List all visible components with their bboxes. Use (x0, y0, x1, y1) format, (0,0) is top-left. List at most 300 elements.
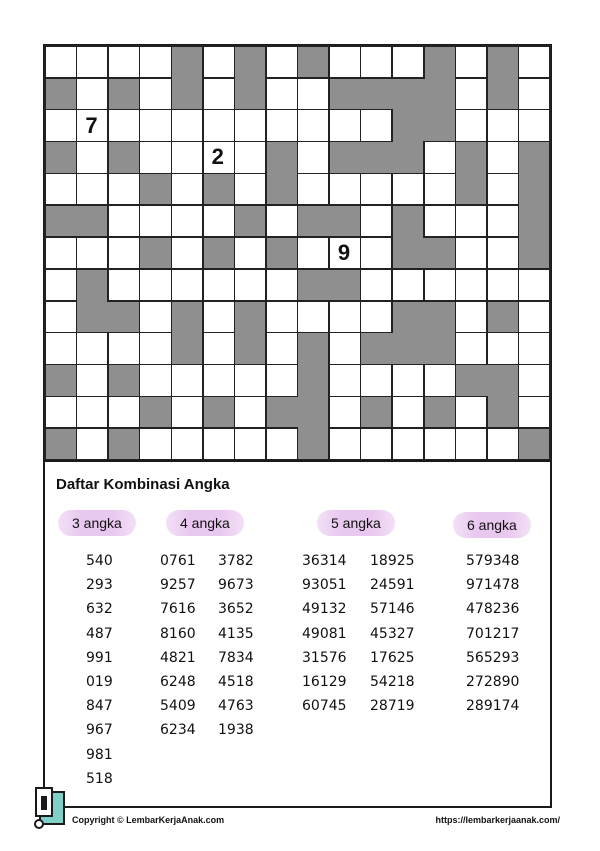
grid-line (360, 396, 362, 429)
grid-line (423, 268, 456, 270)
grid-cell-shaded (392, 142, 424, 174)
number-entry: 971478 (466, 577, 520, 594)
number-list-6-digit (466, 549, 519, 718)
grid-cell[interactable] (140, 205, 172, 237)
lembar-kerja-anak-logo (32, 784, 70, 830)
grid-line (423, 45, 425, 78)
grid-line (518, 109, 520, 142)
grid-cell[interactable] (455, 46, 487, 78)
grid-line (44, 77, 46, 110)
grid-cell-shaded (424, 396, 456, 428)
grid-line (265, 332, 298, 334)
clue-number: 2 (211, 144, 224, 170)
grid-cell[interactable] (140, 46, 172, 78)
grid-cell[interactable] (487, 428, 519, 460)
grid-cell[interactable] (424, 269, 456, 301)
grid-line (171, 364, 173, 397)
grid-cell-shaded (108, 78, 140, 110)
grid-cell[interactable] (203, 428, 235, 460)
grid-line (171, 300, 204, 302)
grid-line (486, 427, 488, 460)
grid-cell-shaded (424, 110, 456, 142)
grid-line (360, 427, 393, 429)
grid-line (44, 332, 77, 334)
grid-cell[interactable] (108, 173, 140, 205)
grid-line (139, 204, 172, 206)
grid-cell[interactable] (203, 205, 235, 237)
grid-line (139, 141, 141, 174)
grid-line (171, 141, 204, 143)
grid-line (76, 236, 78, 269)
grid-line (518, 45, 551, 47)
grid-cell[interactable] (455, 428, 487, 460)
grid-line (328, 109, 330, 142)
grid-cell[interactable] (455, 333, 487, 365)
grid-cell[interactable] (140, 110, 172, 142)
grid-line (234, 396, 267, 398)
grid-line (297, 268, 299, 301)
grid-cell[interactable] (266, 205, 298, 237)
grid-line (297, 427, 299, 460)
grid-line (518, 427, 551, 429)
grid-cell[interactable] (392, 173, 424, 205)
grid-cell[interactable] (518, 333, 550, 365)
grid-cell[interactable] (518, 301, 550, 333)
grid-line (265, 109, 267, 142)
group-label-4-digit: 4 angka (166, 510, 244, 536)
grid-line (328, 77, 361, 79)
grid-cell-shaded (424, 301, 456, 333)
number-entry: 4135 (218, 625, 254, 642)
grid-cell[interactable] (140, 142, 172, 174)
grid-cell[interactable] (234, 237, 266, 269)
grid-cell[interactable] (171, 428, 203, 460)
grid-cell[interactable] (392, 46, 424, 78)
grid-line (486, 45, 488, 78)
grid-cell[interactable] (108, 269, 140, 301)
grid-cell-shaded (108, 301, 140, 333)
grid-cell-shaded (266, 173, 298, 205)
grid-cell[interactable] (424, 428, 456, 460)
grid-cell[interactable] (455, 301, 487, 333)
grid-line (297, 141, 330, 143)
grid-cell[interactable] (77, 142, 109, 174)
grid-line (549, 141, 551, 174)
grid-line (455, 364, 457, 397)
grid-cell[interactable] (234, 142, 266, 174)
grid-cell-shaded (361, 142, 393, 174)
grid-cell[interactable] (329, 333, 361, 365)
grid-line (202, 77, 204, 110)
grid-line (107, 77, 140, 79)
grid-line (328, 236, 330, 269)
grid-line (234, 427, 267, 429)
grid-cell[interactable] (266, 333, 298, 365)
grid-line (171, 300, 173, 333)
clue-number: 7 (85, 112, 98, 138)
grid-line (44, 364, 77, 366)
grid-cell[interactable] (361, 237, 393, 269)
grid-cell[interactable] (140, 333, 172, 365)
grid-line (171, 236, 204, 238)
grid-line (423, 173, 456, 175)
crossnumber-grid (45, 46, 550, 460)
grid-cell[interactable] (487, 205, 519, 237)
grid-line (76, 427, 78, 460)
grid-cell[interactable] (392, 269, 424, 301)
grid-line (44, 427, 46, 460)
grid-cell[interactable] (45, 269, 77, 301)
grid-line (202, 204, 235, 206)
grid-line (234, 204, 267, 206)
grid-cell[interactable] (77, 428, 109, 460)
grid-line (297, 109, 299, 142)
grid-cell-shaded (234, 46, 266, 78)
grid-line (391, 204, 393, 237)
grid-line (107, 204, 140, 206)
grid-line (139, 173, 141, 206)
grid-cell[interactable] (266, 110, 298, 142)
grid-cell[interactable] (487, 142, 519, 174)
grid-line (486, 141, 519, 143)
grid-cell[interactable] (392, 396, 424, 428)
grid-cell[interactable] (77, 237, 109, 269)
grid-cell[interactable] (329, 301, 361, 333)
grid-cell[interactable] (298, 237, 330, 269)
grid-cell[interactable] (455, 78, 487, 110)
grid-line (391, 364, 393, 397)
section-divider (45, 460, 550, 462)
grid-cell[interactable] (455, 237, 487, 269)
grid-cell[interactable] (518, 78, 550, 110)
grid-line (518, 300, 551, 302)
grid-cell[interactable] (77, 46, 109, 78)
grid-cell[interactable] (171, 396, 203, 428)
grid-line (107, 109, 109, 142)
number-entry: 54218 (370, 673, 415, 690)
grid-cell[interactable] (234, 364, 266, 396)
grid-line (139, 300, 172, 302)
grid-cell-shaded (298, 364, 330, 396)
grid-line (549, 396, 551, 429)
grid-line (486, 332, 519, 334)
grid-cell[interactable] (108, 205, 140, 237)
grid-line (107, 396, 140, 398)
grid-line (44, 268, 77, 270)
grid-cell[interactable] (77, 78, 109, 110)
grid-cell[interactable] (45, 301, 77, 333)
grid-cell[interactable] (77, 173, 109, 205)
grid-cell[interactable] (487, 173, 519, 205)
grid-line (44, 300, 77, 302)
grid-line (455, 396, 457, 429)
grid-line (139, 427, 172, 429)
grid-line (234, 364, 236, 397)
grid-line (171, 427, 204, 429)
grid-cell[interactable] (424, 173, 456, 205)
number-entry: 579348 (466, 553, 520, 569)
grid-cell[interactable] (455, 110, 487, 142)
grid-cell[interactable] (140, 269, 172, 301)
grid-line (171, 268, 204, 270)
grid-line (549, 300, 551, 333)
number-entry: 5409 (160, 698, 196, 715)
grid-cell[interactable] (203, 364, 235, 396)
grid-cell[interactable] (266, 364, 298, 396)
grid-cell[interactable] (329, 396, 361, 428)
grid-line (423, 236, 456, 238)
grid-cell[interactable] (298, 301, 330, 333)
grid-line (518, 141, 551, 143)
grid-line (391, 268, 424, 270)
grid-line (76, 332, 109, 334)
number-entry: 7616 (160, 601, 196, 618)
grid-cell[interactable] (140, 78, 172, 110)
grid-line (265, 77, 298, 79)
grid-line (44, 45, 46, 78)
grid-line (202, 332, 204, 365)
grid-cell-shaded (392, 110, 424, 142)
grid-line (360, 332, 362, 365)
grid-cell[interactable] (266, 78, 298, 110)
grid-cell[interactable] (108, 46, 140, 78)
grid-cell[interactable] (266, 46, 298, 78)
grid-line (234, 141, 267, 143)
grid-line (107, 236, 140, 238)
grid-line (107, 268, 109, 301)
grid-cell[interactable] (266, 301, 298, 333)
grid-cell[interactable] (77, 396, 109, 428)
grid-cell[interactable] (518, 364, 550, 396)
number-entry: 31576 (302, 649, 347, 666)
grid-line (549, 364, 551, 397)
grid-line (297, 109, 330, 111)
grid-cell[interactable] (518, 269, 550, 301)
grid-line (265, 141, 267, 174)
grid-cell[interactable] (361, 205, 393, 237)
grid-line (139, 300, 141, 333)
grid-cell-shaded (171, 46, 203, 78)
grid-cell-shaded (298, 269, 330, 301)
grid-line (76, 332, 78, 365)
grid-cell-shaded (298, 205, 330, 237)
grid-cell[interactable] (329, 428, 361, 460)
grid-cell[interactable] (392, 428, 424, 460)
grid-cell[interactable] (108, 396, 140, 428)
grid-cell[interactable] (45, 46, 77, 78)
grid-line (518, 77, 551, 79)
grid-line (423, 427, 425, 460)
grid-line (107, 141, 109, 174)
grid-cell-shaded (203, 396, 235, 428)
grid-cell[interactable] (140, 428, 172, 460)
group-label-6-digit: 6 angka (453, 512, 531, 538)
grid-line (76, 77, 78, 110)
grid-line (391, 427, 424, 429)
grid-line (391, 173, 424, 175)
grid-line (486, 204, 488, 237)
grid-cell[interactable] (329, 46, 361, 78)
grid-line (549, 173, 551, 206)
grid-line (297, 268, 330, 270)
grid-cell[interactable] (266, 428, 298, 460)
grid-cell[interactable] (203, 269, 235, 301)
grid-cell-shaded (203, 173, 235, 205)
grid-cell[interactable] (45, 173, 77, 205)
grid-cell[interactable] (455, 269, 487, 301)
grid-cell[interactable] (329, 110, 361, 142)
grid-line (171, 396, 204, 398)
grid-cell[interactable] (361, 269, 393, 301)
grid-cell[interactable] (487, 237, 519, 269)
grid-line (171, 236, 173, 269)
grid-cell[interactable] (234, 269, 266, 301)
grid-line (486, 45, 519, 47)
grid-line (265, 204, 298, 206)
grid-cell[interactable] (77, 364, 109, 396)
grid-cell[interactable] (203, 78, 235, 110)
grid-line (455, 268, 488, 270)
grid-cell[interactable] (171, 142, 203, 174)
grid-line (76, 236, 109, 238)
grid-line (297, 77, 330, 79)
grid-line (360, 300, 393, 302)
grid-line (297, 300, 330, 302)
grid-line (76, 45, 78, 78)
grid-line (297, 332, 330, 334)
grid-cell[interactable] (361, 173, 393, 205)
grid-cell[interactable] (518, 396, 550, 428)
grid-cell-shaded (171, 301, 203, 333)
grid-line (486, 173, 488, 206)
grid-cell[interactable] (361, 428, 393, 460)
grid-cell[interactable] (108, 333, 140, 365)
grid-line (360, 109, 393, 111)
grid-line (486, 236, 488, 269)
grid-cell[interactable] (455, 396, 487, 428)
grid-cell[interactable] (171, 205, 203, 237)
grid-line (76, 45, 109, 47)
grid-cell[interactable] (518, 46, 550, 78)
number-entry: 293 (86, 577, 113, 594)
grid-cell[interactable] (171, 110, 203, 142)
grid-cell[interactable] (234, 110, 266, 142)
grid-cell[interactable] (234, 428, 266, 460)
grid-cell[interactable] (140, 364, 172, 396)
grid-line (202, 332, 235, 334)
grid-cell[interactable] (361, 364, 393, 396)
grid-line (202, 45, 204, 78)
grid-cell[interactable] (424, 364, 456, 396)
grid-cell[interactable] (203, 46, 235, 78)
grid-line (423, 141, 456, 143)
grid-cell[interactable] (203, 333, 235, 365)
number-entry: 289174 (466, 698, 520, 715)
grid-line (391, 364, 424, 366)
grid-line (107, 77, 109, 110)
grid-line (455, 332, 457, 365)
grid-cell-shaded (392, 301, 424, 333)
grid-line (202, 268, 204, 301)
grid-cell[interactable] (487, 333, 519, 365)
grid-cell[interactable] (424, 142, 456, 174)
grid-cell[interactable] (298, 110, 330, 142)
grid-line (44, 109, 77, 111)
grid-cell[interactable] (45, 396, 77, 428)
grid-cell[interactable] (45, 237, 77, 269)
grid-cell[interactable] (298, 78, 330, 110)
grid-cell[interactable] (108, 110, 140, 142)
grid-line (202, 427, 204, 460)
grid-line (171, 109, 204, 111)
grid-cell[interactable] (329, 173, 361, 205)
grid-line (265, 45, 267, 78)
grid-cell[interactable] (455, 205, 487, 237)
grid-cell-shaded (77, 269, 109, 301)
grid-line (518, 300, 520, 333)
grid-cell[interactable] (171, 237, 203, 269)
grid-cell-shaded (266, 142, 298, 174)
grid-cell[interactable] (424, 205, 456, 237)
grid-cell[interactable] (171, 364, 203, 396)
grid-cell[interactable] (171, 269, 203, 301)
grid-line (328, 396, 361, 398)
grid-cell[interactable] (361, 46, 393, 78)
grid-line (107, 236, 109, 269)
grid-cell[interactable] (234, 396, 266, 428)
grid-cell[interactable] (45, 110, 77, 142)
grid-line (171, 427, 173, 460)
grid-line (139, 396, 141, 429)
grid-line (171, 77, 173, 110)
grid-cell[interactable] (203, 110, 235, 142)
grid-cell[interactable] (329, 364, 361, 396)
grid-cell[interactable] (487, 110, 519, 142)
grid-line (549, 332, 551, 365)
grid-line (139, 45, 141, 78)
grid-cell[interactable] (234, 173, 266, 205)
grid-line (107, 141, 140, 143)
grid-line (549, 427, 551, 460)
grid-line (202, 236, 235, 238)
grid-cell[interactable] (171, 173, 203, 205)
copyright-text: Copyright © LembarKerjaAnak.com (72, 815, 225, 825)
grid-cell[interactable] (203, 301, 235, 333)
grid-line (202, 45, 235, 47)
grid-cell[interactable] (518, 110, 550, 142)
grid-line (297, 173, 299, 206)
grid-cell[interactable] (45, 333, 77, 365)
grid-cell[interactable] (140, 301, 172, 333)
grid-cell[interactable] (361, 301, 393, 333)
grid-cell[interactable] (298, 173, 330, 205)
grid-cell-shaded (203, 237, 235, 269)
number-entry: 49081 (302, 625, 347, 642)
grid-cell[interactable] (392, 364, 424, 396)
grid-line (44, 45, 77, 47)
grid-line (391, 300, 393, 333)
grid-cell[interactable] (77, 333, 109, 365)
number-entry: 3652 (218, 601, 254, 618)
grid-line (328, 364, 361, 366)
grid-cell[interactable] (108, 237, 140, 269)
grid-cell[interactable] (298, 142, 330, 174)
grid-cell[interactable] (487, 269, 519, 301)
grid-line (455, 45, 457, 78)
grid-line (328, 396, 330, 429)
grid-cell[interactable] (266, 269, 298, 301)
grid-cell[interactable] (361, 110, 393, 142)
